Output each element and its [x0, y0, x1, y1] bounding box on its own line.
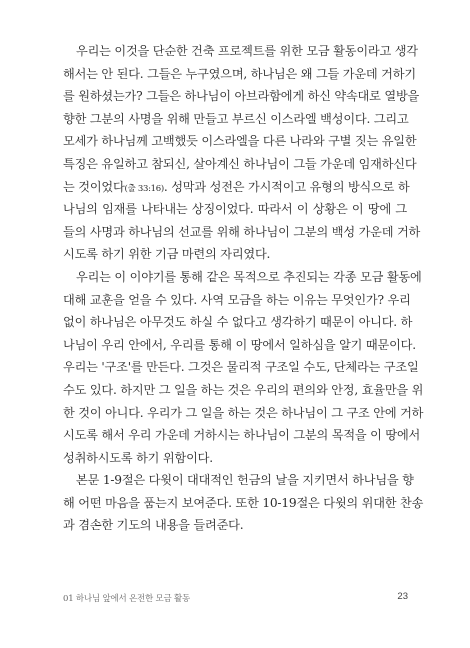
running-title: 01 하나님 앞에서 온전한 모금 활동 [63, 594, 191, 604]
paragraph-2-line: 수도 있다. 하지만 그 일을 하는 것은 우리의 편의와 안정, 효율만을 위 [63, 382, 424, 397]
paragraph-2-line: 우리는 이 이야기를 통해 같은 목적으로 추진되는 각종 모금 활동에 [76, 269, 422, 284]
paragraph-2-line: 우리는 '구조'를 만든다. 그것은 물리적 구조일 수도, 단체라는 구조일 [63, 360, 419, 375]
ref-line-end: . 성막과 성전은 가시적이고 유형의 방식으로 하 [163, 179, 410, 194]
page-footer [63, 592, 408, 606]
paragraph-2-line: 나님이 우리 안에서, 우리를 통해 이 땅에서 일하심을 알기 때문이다. [63, 337, 416, 352]
paragraph-1-line: 들의 사명과 하나님의 선교를 위해 하나님이 그분의 백성 가운데 거하 [63, 224, 421, 239]
paragraph-2-line: 없이 하나님은 아무것도 하실 수 없다고 생각하기 때문이 아니다. 하 [63, 315, 413, 330]
paragraph-1-line: 모세가 하나님께 고백했듯 이스라엘을 다른 나라와 구별 짓는 유일한 [63, 134, 417, 149]
paragraph-1-line: 해서는 안 된다. 그들은 누구였으며, 하나님은 왜 그들 가운데 거하기 [63, 66, 416, 81]
paragraph-2-line: 시도록 해서 우리 가운데 거하시는 하나님이 그분의 목적을 이 땅에서 [63, 428, 421, 443]
paragraph-1-line: 나님의 임재를 나타내는 상징이었다. 따라서 이 상황은 이 땅에 그 [63, 202, 407, 217]
scripture-reference: (출 33:16) [124, 183, 164, 194]
paragraph-1-line: 특징은 유일하고 참되신, 살아계신 하나님이 그들 가운데 임재하신다 [63, 156, 417, 171]
paragraph-1-line: 우리는 이것을 단순한 건축 프로젝트를 위한 모금 활동이라고 생각 [76, 44, 418, 58]
body-text [63, 40, 424, 537]
paragraph-3-line: 해 어떤 마음을 품는지 보여준다. 또한 10-19절은 다윗의 위대한 찬송 [63, 495, 424, 510]
paragraph-2-line: 대해 교훈을 얻을 수 있다. 사역 모금을 하는 이유는 무엇인가? 우리 [63, 292, 411, 307]
paragraph-1-line: 시도록 하기 위한 기금 마련의 자리였다. [63, 247, 271, 262]
paragraph-2-line: 한 것이 아니다. 우리가 그 일을 하는 것은 하나님이 그 구조 안에 거하 [63, 405, 424, 420]
paragraph-3-line: 본문 1-9절은 다윗이 대대적인 헌금의 날을 지키면서 하나님을 향 [76, 473, 414, 488]
paragraph-1-ref-line [63, 176, 410, 199]
paragraph-1-line: 를 원하셨는가? 그들은 하나님이 아브라함에게 하신 약속대로 열방을 [63, 89, 420, 104]
paragraph-2-line: 성취하시도록 하기 위함이다. [63, 450, 213, 465]
page-number: 23 [397, 591, 408, 602]
ref-line-start: 는 것이었다 [63, 179, 125, 194]
paragraph-1-line: 향한 그분의 사명을 위해 만들고 부르신 이스라엘 백성이다. 그리고 [63, 111, 409, 126]
paragraph-3-line: 과 겸손한 기도의 내용을 들려준다. [63, 518, 244, 533]
